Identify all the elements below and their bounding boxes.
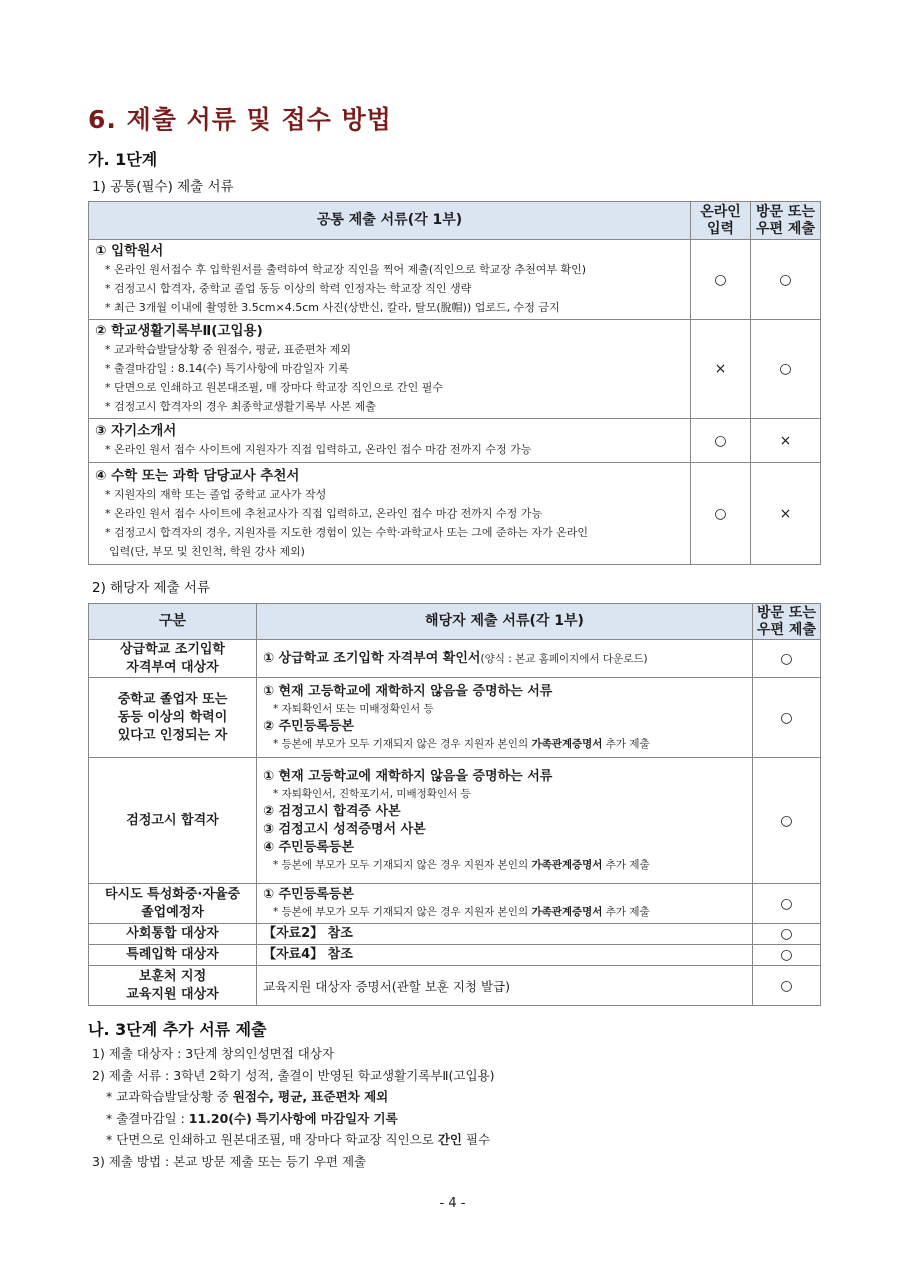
doc-note: 입력(단, 부모 및 친인척, 학원 강사 제외) [109,544,305,558]
list-item: 2) 제출 서류 : 3학년 2학기 성적, 출결이 반영된 학교생활기록부Ⅱ(고입용) [92,1067,495,1083]
list-item: * 교과학습발달상황 중 원점수, 평균, 표준편차 제외 [106,1089,389,1104]
doc-title: ① 상급학교 조기입학 자격부여 확인서(양식 : 본교 홈페이지에서 다운로드) [263,650,648,666]
list-item: * 출결마감일 : 11.20(수) 특기사항에 마감일자 기록 [106,1110,398,1126]
doc-note: * 자퇴확인서, 진학포기서, 미배정확인서 등 [273,787,471,800]
doc-note: * 지원자의 재학 또는 졸업 중학교 교사가 작성 [105,487,327,501]
table-row [89,320,821,419]
doc-note: * 검정고시 합격자의 경우, 지원자를 지도한 경험이 있는 수학·과학교사 또는 그에 준하는 자가 온라인 [105,525,588,539]
category-cell: 상급학교 조기입학 자격부여 대상자 [89,640,257,678]
stage1-heading: 가. 1단계 [88,150,158,169]
table-row [89,924,821,945]
doc-note: * 온라인 원서 접수 사이트에 지원자가 직접 입력하고, 온라인 접수 마감 전까지 수정 가능 [105,443,532,456]
table1-header-online: 온라인 입력 [691,202,751,240]
doc-title: ② 주민등록등본 [263,718,354,734]
visit-mark: ○ [753,945,821,966]
doc-title: 【자료4】 참조 [263,947,353,962]
common-docs-subheading: 1) 공통(필수) 제출 서류 [92,179,234,195]
table-row [89,419,821,463]
doc-note: * 자퇴확인서 또는 미배정확인서 등 [273,702,434,715]
category-cell: 검정고시 합격자 [89,758,257,884]
visit-mark: ○ [753,758,821,884]
doc-title: ③ 검정고시 성적증명서 사본 [263,821,426,837]
visit-mark: ○ [753,640,821,678]
doc-title: ③ 자기소개서 [95,423,177,439]
table2-header-visit: 방문 또는 우편 제출 [753,604,821,640]
applicant-documents-table [88,603,821,1006]
doc-title: 교육지원 대상자 증명서(관할 보훈 지청 발급) [263,978,510,994]
doc-note: * 교과학습발달상황 중 원점수, 평균, 표준편차 제외 [105,343,351,356]
visit-mark: ○ [751,240,821,320]
doc-title: 【자료2】 참조 [263,926,353,941]
online-mark: ○ [691,419,751,463]
table-row [89,966,821,1006]
doc-note: * 온라인 원서접수 후 입학원서를 출력하여 학교장 직인을 찍어 제출(직인으로 학교장 추천여부 확인) [105,263,587,276]
section-title: 6. 제출 서류 및 접수 방법 [88,105,392,134]
category-cell: 중학교 졸업자 또는 동등 이상의 학력이 있다고 인정되는 자 [89,678,257,758]
list-item: 3) 제출 방법 : 본교 방문 제출 또는 등기 우편 제출 [92,1153,367,1169]
doc-note: * 검정고시 합격자의 경우 최종학교생활기록부 사본 제출 [105,400,376,413]
table-row [89,678,821,758]
visit-mark: ○ [753,884,821,924]
doc-note: * 검정고시 합격자, 중학교 졸업 동등 이상의 학력 인정자는 학교장 직인 생략 [105,282,472,295]
doc-title: ① 현재 고등학교에 재학하지 않음을 증명하는 서류 [263,683,553,699]
doc-title: ② 검정고시 합격증 사본 [263,803,401,819]
doc-note: * 등본에 부모가 모두 기재되지 않은 경우 지원자 본인의 가족관계증명서 추가 제출 [273,906,650,918]
visit-mark: ○ [753,966,821,1006]
table-row [89,240,821,320]
table-row [89,945,821,966]
table2-header-category: 구분 [89,604,257,640]
applicant-docs-subheading: 2) 해당자 제출 서류 [92,580,211,596]
table-row [89,884,821,924]
stage3-heading: 나. 3단계 추가 서류 제출 [88,1020,267,1039]
doc-title: ① 현재 고등학교에 재학하지 않음을 증명하는 서류 [263,768,553,784]
category-cell: 보훈처 지정 교육지원 대상자 [89,966,257,1006]
doc-note: * 등본에 부모가 모두 기재되지 않은 경우 지원자 본인의 가족관계증명서 추가 제출 [273,737,650,750]
visit-mark: × [751,419,821,463]
online-mark: × [691,320,751,419]
table-row [89,758,821,884]
online-mark: ○ [691,240,751,320]
category-cell: 사회통합 대상자 [89,924,257,945]
category-cell: 특례입학 대상자 [89,945,257,966]
table-row [89,640,821,678]
table2-header-docs: 해당자 제출 서류(각 1부) [257,604,753,640]
doc-title: ① 주민등록등본 [263,887,354,902]
doc-note: * 온라인 원서 접수 사이트에 추천교사가 직접 입력하고, 온라인 접수 마감 전까지 수정 가능 [105,506,542,520]
table1-header-visit: 방문 또는 우편 제출 [751,202,821,240]
table-row [89,463,821,565]
list-item: * 단면으로 인쇄하고 원본대조필, 매 장마다 학교장 직인으로 간인 필수 [106,1132,491,1147]
doc-title: ④ 수학 또는 과학 담당교사 추천서 [95,467,300,484]
visit-mark: ○ [751,320,821,419]
online-mark: ○ [691,463,751,565]
visit-mark: × [751,463,821,565]
doc-title: ④ 주민등록등본 [263,839,354,855]
visit-mark: ○ [753,924,821,945]
doc-note: * 단면으로 인쇄하고 원본대조필, 매 장마다 학교장 직인으로 간인 필수 [105,381,443,394]
doc-note: * 출결마감일 : 8.14(수) 특기사항에 마감일자 기록 [105,362,349,375]
page-number: - 4 - [439,1196,466,1211]
category-cell: 타시도 특성화중·자율중 졸업예정자 [89,884,257,924]
doc-note: * 최근 3개월 이내에 촬영한 3.5cm×4.5cm 사진(상반신, 칼라, 탈모(脫帽)) 업로드, 수정 금지 [105,301,560,314]
doc-note: * 등본에 부모가 모두 기재되지 않은 경우 지원자 본인의 가족관계증명서 추가 제출 [273,858,650,871]
doc-title: ① 입학원서 [95,243,164,259]
stage3-list [92,1043,495,1172]
list-item: 1) 제출 대상자 : 3단계 창의인성면접 대상자 [92,1046,335,1061]
doc-title: ② 학교생활기록부Ⅱ(고입용) [95,323,263,339]
common-documents-table [88,201,821,565]
visit-mark: ○ [753,678,821,758]
table1-header-docs: 공통 제출 서류(각 1부) [89,202,691,240]
